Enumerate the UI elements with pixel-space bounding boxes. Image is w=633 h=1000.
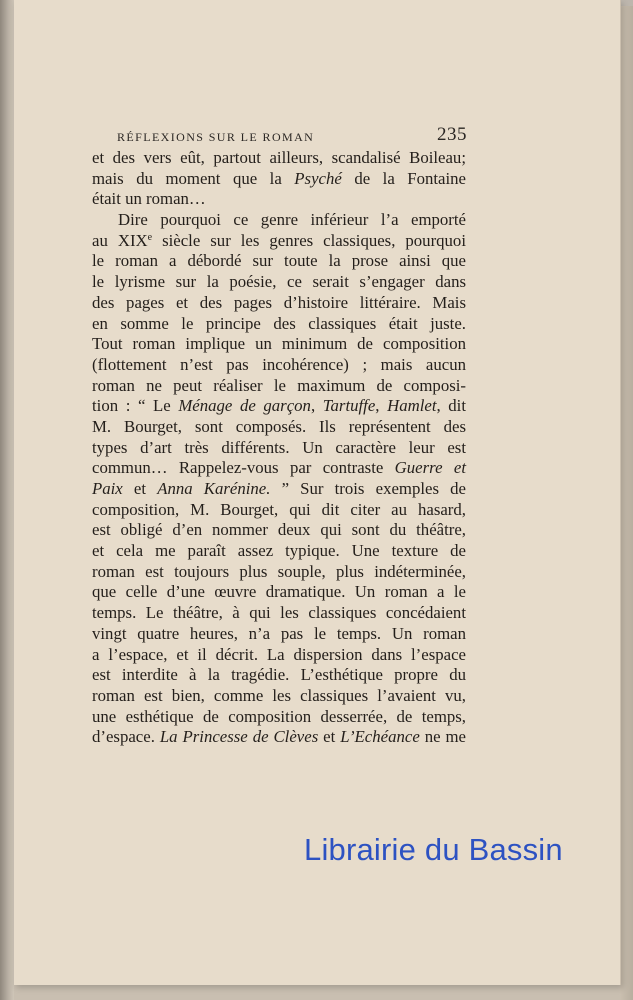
- text-line: [92, 417, 466, 438]
- text-line: [92, 727, 466, 748]
- text-run: était un roman…: [92, 189, 206, 209]
- italic-run: Guerre et: [394, 458, 466, 478]
- watermark-text: Librairie du Bassin: [304, 832, 563, 867]
- text-line: [92, 500, 466, 521]
- text-run: Tout roman implique un minimum de composition: [92, 334, 466, 354]
- text-line: [92, 438, 466, 459]
- body-text: [92, 148, 466, 748]
- superscript: e: [147, 231, 153, 243]
- text-line: [92, 189, 466, 210]
- text-run: Dire pourquoi ce genre inférieur l’a emporté: [118, 210, 466, 230]
- text-run: ne me: [419, 727, 467, 747]
- text-run: temps. Le théâtre, à qui les classiques concédaient: [92, 603, 466, 623]
- text-line: [92, 603, 466, 624]
- text-run: et cela me paraît assez typique. Une texture de: [92, 541, 466, 561]
- italic-run: La Princesse de Clèves: [159, 727, 319, 747]
- text-line: [92, 520, 466, 541]
- book-gutter-shadow: [0, 0, 14, 1000]
- text-run: et des vers eût, partout ailleurs, scandalisé Boileau;: [92, 148, 466, 167]
- text-run: a l’espace, et il décrit. La dispersion dans l’espace: [92, 644, 466, 664]
- running-title: RÉFLEXIONS SUR LE ROMAN: [117, 130, 315, 144]
- text-line: [92, 686, 466, 707]
- text-run: des pages et des pages d’histoire littéraire. Mais: [92, 292, 466, 312]
- text-run: roman est bien, comme les classiques l’avaient vu,: [92, 685, 466, 705]
- text-run: , dit: [436, 396, 466, 416]
- text-line: [92, 396, 466, 417]
- text-run: est interdite à la tragédie. L’esthétique propre du: [92, 665, 466, 685]
- text-run: au XIX: [92, 230, 148, 250]
- text-line: [92, 645, 466, 666]
- text-run: le lyrisme sur la poésie, ce serait s’engager dans: [92, 272, 466, 292]
- italic-run: Psyché: [294, 168, 342, 188]
- text-run: vingt quatre heures, n’a pas le temps. Un roman: [92, 623, 466, 643]
- page-bottom-edge: [14, 985, 620, 1000]
- text-line: [92, 251, 466, 272]
- text-line: [92, 458, 466, 479]
- text-line: [92, 624, 466, 645]
- text-line: [92, 231, 466, 252]
- text-run: roman est toujours plus souple, plus indéterminée,: [92, 561, 466, 581]
- italic-run: Ménage de garçon: [178, 396, 311, 416]
- text-line: [92, 541, 466, 562]
- text-run: que celle d’une œuvre dramatique. Un roman a le: [92, 582, 466, 602]
- page-header: [117, 126, 467, 148]
- text-line: [92, 582, 466, 603]
- page-number: 235: [437, 124, 467, 145]
- text-line: [92, 272, 466, 293]
- text-line: [92, 293, 466, 314]
- text-line: [92, 210, 466, 231]
- text-line: [92, 665, 466, 686]
- text-line: [92, 355, 466, 376]
- italic-run: Hamlet: [387, 396, 437, 416]
- text-run: (flottement n’est pas incohérence) ; mais aucun: [92, 354, 466, 374]
- text-run: et: [318, 727, 341, 747]
- italic-run: Paix: [92, 479, 123, 498]
- text-run: ,: [375, 396, 388, 416]
- text-run: le roman a débordé sur toute la prose ainsi que: [92, 251, 466, 271]
- text-line: [92, 707, 466, 728]
- text-line: [92, 376, 466, 397]
- text-run: types d’art très différents. Un caractère leur est: [92, 437, 466, 457]
- text-line: [92, 169, 466, 190]
- text-run: tion : “ Le: [92, 396, 179, 416]
- text-run: composition, M. Bourget, qui dit citer au hasard,: [92, 499, 466, 519]
- text-run: et: [122, 479, 158, 498]
- text-run: est obligé d’en nommer deux qui sont du théâtre,: [92, 520, 466, 540]
- text-run: en somme le principe des classiques était juste.: [92, 313, 466, 333]
- text-run: ,: [310, 396, 323, 416]
- italic-run: L’Echéance: [340, 727, 420, 747]
- text-line: [92, 562, 466, 583]
- text-run: commun… Rappelez-vous par contraste: [92, 458, 395, 478]
- text-run: une esthétique de composition desserrée, de temps,: [92, 706, 466, 726]
- text-run: siècle sur les genres classiques, pourquoi: [152, 230, 466, 250]
- text-line: [92, 314, 466, 335]
- italic-run: Tartuffe: [322, 396, 376, 416]
- text-run: ” Sur trois exemples de: [270, 479, 466, 498]
- text-line: [92, 148, 466, 169]
- text-run: M. Bourget, sont composés. Ils représentent des: [92, 416, 466, 436]
- text-run: d’espace.: [92, 727, 160, 747]
- text-run: de la Fontaine: [341, 168, 466, 188]
- text-run: roman ne peut réaliser le maximum de composi-: [92, 375, 466, 395]
- text-line: [92, 334, 466, 355]
- text-line: [92, 479, 466, 500]
- text-run: mais du moment que la: [92, 168, 295, 188]
- italic-run: Anna Karénine.: [157, 479, 271, 498]
